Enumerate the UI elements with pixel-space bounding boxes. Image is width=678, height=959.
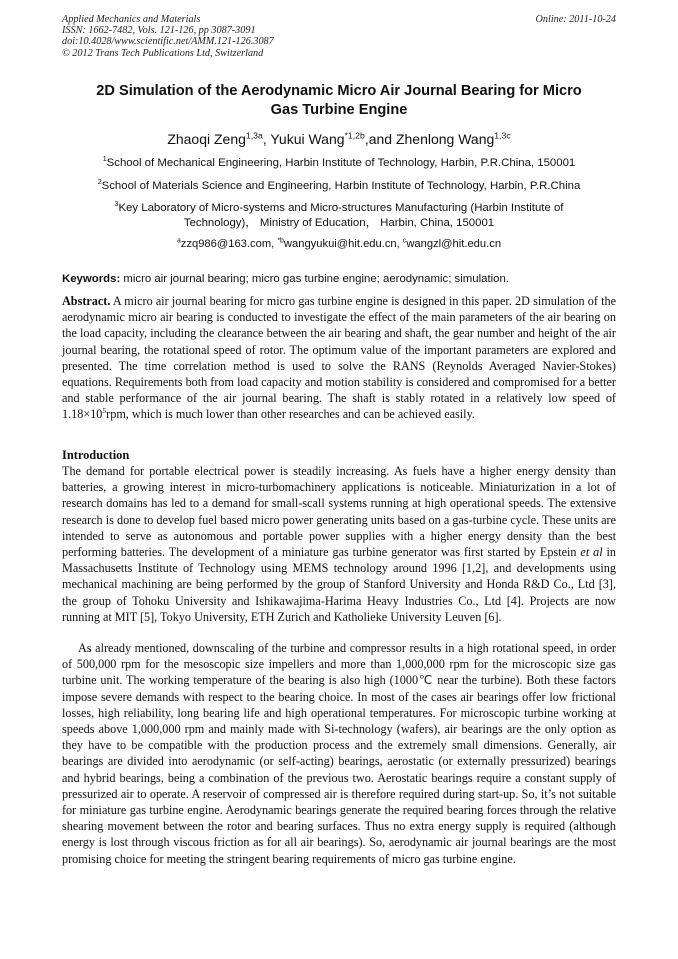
email-superscript: a bbox=[176, 237, 181, 245]
affiliation-2 bbox=[62, 179, 616, 194]
affiliation-3 bbox=[62, 201, 616, 231]
title-line-1: 2D Simulation of the Aerodynamic Micro Air Journal Bearing for Micro bbox=[96, 83, 582, 99]
doi-line: doi:10.4028/www.scientific.net/AMM.121-126.3087 bbox=[62, 36, 274, 48]
author-superscript: 1,3a bbox=[245, 130, 263, 141]
author-separator: , bbox=[262, 131, 271, 147]
email-superscript: c bbox=[402, 237, 407, 245]
author-separator: ,and bbox=[364, 131, 396, 147]
paragraph-emphasis: et al bbox=[580, 545, 603, 560]
affiliation-superscript: 3 bbox=[114, 201, 119, 209]
abstract-text-end: rpm, which is much lower than other researches and can be achieved easily. bbox=[106, 407, 475, 422]
abstract-exponent: 5 bbox=[102, 406, 107, 416]
paragraph-text: The demand for portable electrical power is steadily increasing. As fuels have a higher energy density than batteries, a growing interest in micro-turbomachinery applications is noticeable. Miniaturization in a lot of research domains has led to a demand for small-scall systems running at high operational speeds. The extensive research is done to develop fuel based micro power generating units based on a gas-turbine cycle. These units are intended to serve as autonomous and portable power supplies with a higher energy density than the best performing batteries. The development of a miniature gas turbine generator was first started by Epstein bbox=[62, 464, 616, 560]
section-heading-introduction: Introduction bbox=[62, 448, 130, 462]
affiliation-superscript: 1 bbox=[102, 156, 107, 164]
online-date: Online: 2011-10-24 bbox=[535, 14, 616, 25]
author-superscript: 1,3c bbox=[494, 130, 511, 141]
keywords bbox=[62, 272, 616, 287]
paragraph-text: in Massachusetts Institute of Technology using MEMS technology around 1996 [1,2], and developments using mechanical machining are being performed by the group of Stanford University and Honda R&D Co., Ltd [3], the group of Tohoku University and Ishikawajima-Harima Heavy Industries Co., Ltd [4]. Projects are now running at MIT [5], Tokyo University, ETH Zurich and Katholieke University Leuven [6]. bbox=[62, 545, 617, 624]
affiliation-text: School of Materials Science and Engineering, Harbin Institute of Technology, Harbin, P.R.China bbox=[101, 180, 581, 192]
keywords-text: micro air journal bearing; micro gas turbine engine; aerodynamic; simulation. bbox=[120, 273, 509, 285]
copyright-line: © 2012 Trans Tech Publications Ltd, Switzerland bbox=[62, 47, 264, 59]
affiliation-superscript: 2 bbox=[97, 179, 102, 187]
paper-title bbox=[62, 82, 616, 120]
affiliation-1 bbox=[62, 156, 616, 171]
issn-line: ISSN: 1662-7482, Vols. 121-126, pp 3087-3091 bbox=[62, 25, 256, 37]
abstract-label: Abstract. bbox=[62, 294, 111, 308]
journal-name: Applied Mechanics and Materials bbox=[62, 14, 201, 25]
email-address: wangzl@hit.edu.cn bbox=[406, 238, 502, 250]
email-superscript: *b bbox=[277, 237, 284, 245]
affiliation-text-line-1: Key Laboratory of Micro-systems and Micro-structures Manufacturing (Harbin Institute of bbox=[118, 202, 564, 214]
affiliation-text: School of Mechanical Engineering, Harbin Institute of Technology, Harbin, P.R.China, 150001 bbox=[106, 157, 576, 169]
journal-header bbox=[62, 14, 616, 59]
intro-paragraph-1 bbox=[62, 463, 616, 625]
title-line-2: Gas Turbine Engine bbox=[270, 102, 408, 118]
author-name: Zhenlong Wang bbox=[395, 131, 495, 147]
email-list bbox=[62, 237, 616, 252]
intro-paragraph-2: As already mentioned, downscaling of the turbine and compressor results in a high rotational speed, in order of 500,000 rpm for the mesoscopic size impellers and more than 1,000,000 rpm for the microscopic size gas turbine unit. The working temperature of the bearing is also high (1000℃ near the turbine). Both these factors impose severe demands with respect to the bearing choice. In most of the cases air bearings offer low frictional losses, high reliability, long bearing life and high operational temperatures. For microscopic turbine working at speeds above 1,000,000 rpm and mainly made with Si-technology (wafers), air bearings are the only option as they have to be compatible with the production process and the extremely small dimensions. Generally, air bearings are divided into aerodynamic (or self-acting) bearings, aerostatic (or externally pressurized) bearings and hybrid bearings, being a combination of the previous two. Aerostatic bearings require a constant supply of pressurized air to operate. A reservoir of compressed air is therefore required during start-up. So, it’s not suitable for miniature gas turbine engine. Aerodynamic bearings generate the required bearing forces through the relative shearing movement between the rotor and bearing surfaces. Thus no extra energy supply is required (although energy is lost through viscous friction as for all air bearings). So, aerodynamic air journal bearings are the most promising choice for meeting the stringent bearing requirements of micro gas turbine engine. bbox=[62, 641, 616, 866]
author-list bbox=[62, 130, 616, 148]
abstract-text: A micro air journal bearing for micro gas turbine engine is designed in this paper. 2D simulation of the aerodynamic micro air bearing is conducted to investigate the effect of the main parameters of the air bearing on the load capacity, including the clearance between the air bearing and shaft, the gear number and height of the air journal bearing, the rotational speed of rotor. The optimum value of the important parameters are explored and presented. The time correlation method is used to solve the RANS (Reynolds Averaged Navier-Stokes) equations. Requirements both from load capacity and motion stability is considered and compromised for a better and stable performance of the air journal bearing. The shaft is stably rotated in a relatively low speed of 1.18×10 bbox=[62, 294, 616, 422]
author-superscript: *1,2b bbox=[344, 130, 365, 141]
author-name: Yukui Wang bbox=[270, 131, 345, 147]
keywords-label: Keywords: bbox=[62, 273, 121, 285]
email-address: wangyukui@hit.edu.cn, bbox=[283, 238, 403, 250]
author-name: Zhaoqi Zeng bbox=[167, 131, 246, 147]
email-address: zzq986@163.com, bbox=[180, 238, 278, 250]
affiliation-text-line-2: Technology)， Ministry of Education， Harbin, China, 150001 bbox=[183, 217, 495, 229]
abstract bbox=[62, 293, 616, 423]
